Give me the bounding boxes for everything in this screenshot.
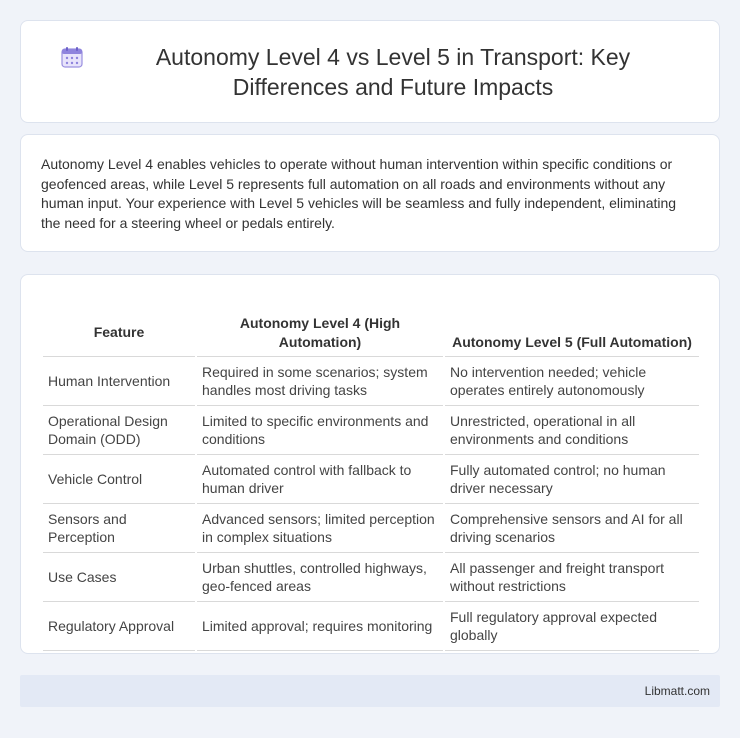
intro-card	[20, 134, 720, 252]
intro-paragraph: Autonomy Level 4 enables vehicles to operate without human intervention within specific conditions or geofenced areas, while Level 5 represents full automation on all roads and environments without any human input. Your experience with Level 5 vehicles will be seamless and fully independent, eliminating the need for a steering wheel or pedals entirely.	[41, 156, 677, 231]
row-feature: Vehicle Control	[43, 455, 195, 504]
footer-site-link[interactable]: Libmatt.com	[644, 684, 710, 698]
header-feature: Feature	[43, 295, 195, 357]
footer	[20, 675, 720, 707]
table-row	[43, 504, 699, 553]
row-level-5: All passenger and freight transport without restrictions	[445, 553, 699, 602]
row-level-4: Advanced sensors; limited perception in complex situations	[197, 504, 443, 553]
row-level-5: Full regulatory approval expected globally	[445, 602, 699, 651]
header-level-5: Autonomy Level 5 (Full Automation)	[445, 295, 699, 357]
row-level-4: Required in some scenarios; system handles most driving tasks	[197, 357, 443, 406]
calendar-icon	[61, 46, 83, 68]
row-level-4: Limited to specific environments and conditions	[197, 406, 443, 455]
row-level-5: Fully automated control; no human driver necessary	[445, 455, 699, 504]
table-row	[43, 553, 699, 602]
row-level-4: Limited approval; requires monitoring	[197, 602, 443, 651]
row-level-4: Automated control with fallback to human driver	[197, 455, 443, 504]
table-row	[43, 602, 699, 651]
comparison-table	[41, 295, 701, 651]
page-title: Autonomy Level 4 vs Level 5 in Transport: Key Differences and Future Impacts	[155, 43, 631, 100]
table-row	[43, 357, 699, 406]
row-feature: Human Intervention	[43, 357, 195, 406]
row-feature: Regulatory Approval	[43, 602, 195, 651]
row-feature: Use Cases	[43, 553, 195, 602]
row-level-5: No intervention needed; vehicle operates entirely autonomously	[445, 357, 699, 406]
title-wrap	[21, 42, 719, 102]
row-level-4: Urban shuttles, controlled highways, geo-fenced areas	[197, 553, 443, 602]
row-feature: Sensors and Perception	[43, 504, 195, 553]
table-row	[43, 455, 699, 504]
title-card	[20, 20, 720, 123]
header-level-4: Autonomy Level 4 (High Automation)	[197, 295, 443, 357]
table-row	[43, 406, 699, 455]
row-level-5: Comprehensive sensors and AI for all driving scenarios	[445, 504, 699, 553]
row-feature: Operational Design Domain (ODD)	[43, 406, 195, 455]
row-level-5: Unrestricted, operational in all environments and conditions	[445, 406, 699, 455]
comparison-card	[20, 274, 720, 654]
table-header-row	[43, 295, 699, 357]
